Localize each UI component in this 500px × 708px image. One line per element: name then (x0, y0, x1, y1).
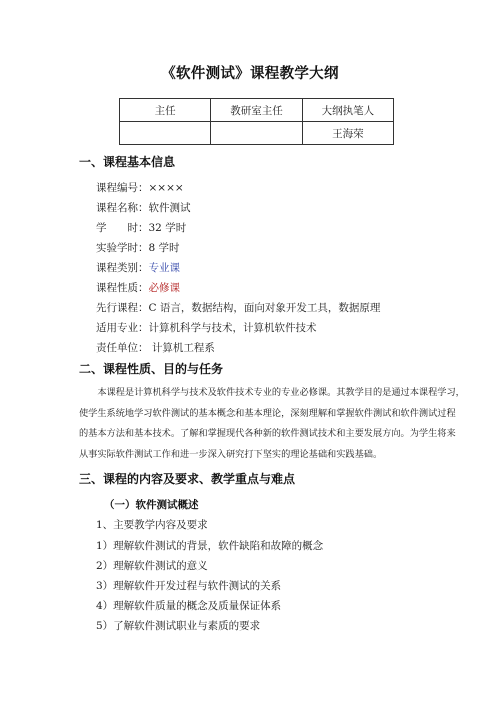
field-label: 课程编号： (96, 182, 149, 194)
field-value: 计算机科学与技术，计算机软件技术 (148, 322, 317, 334)
field-prerequisites (96, 300, 380, 315)
section2-paragraph (79, 383, 465, 465)
category-link[interactable]: 专业课 (148, 262, 180, 274)
paragraph-line: 从事实际软件测试工作和进一步深入研究打下坚实的理论基础和实践基础。 (79, 448, 383, 460)
field-majors (96, 320, 317, 335)
field-category (96, 260, 180, 275)
field-label: 课程名称： (96, 202, 149, 214)
field-label: 先行课程： (96, 302, 149, 314)
field-course-code (96, 180, 184, 195)
field-department (96, 340, 215, 355)
signature-table (119, 98, 394, 145)
section3-subheading: （一）软件测试概述 (104, 499, 199, 511)
list-item: 2）理解软件测试的意义 (96, 560, 208, 572)
field-value: 计算机工程系 (148, 342, 215, 354)
header-office-director: 教研室主任 (211, 99, 302, 122)
signature-value-row (120, 122, 394, 145)
paragraph-line: 本课程是计算机科学与技术及软件技术专业的专业必修课。其教学目的是通过本课程学习， (79, 387, 465, 398)
value-author: 王海荣 (302, 122, 393, 145)
field-label: 责任单位： (96, 342, 149, 354)
signature-header-row (120, 99, 394, 122)
field-label: 适用专业： (96, 322, 149, 334)
field-value: 8 学时 (148, 242, 180, 254)
field-hours (96, 220, 186, 235)
field-course-name (96, 200, 191, 215)
list-item: 4）理解软件质量的概念及质量保证体系 (96, 600, 282, 612)
value-director (120, 122, 211, 145)
field-nature (96, 280, 180, 295)
list-item: 5）了解软件测试职业与素质的要求 (96, 620, 261, 632)
paragraph-line: 的基本方法和基本技术。了解和掌握现代各种新的软件测试技术和主要发展方向。为学生将来 (79, 428, 456, 439)
list-item: 1、主要教学内容及要求 (96, 519, 208, 531)
field-label: 课程类别： (96, 262, 149, 274)
section3-heading: 三、课程的内容及要求、教学重点与难点 (79, 472, 296, 486)
section1-heading: 一、课程基本信息 (79, 155, 176, 169)
field-value: C 语言，数据结构，面向对象开发工具，数据原理 (148, 302, 381, 314)
header-author: 大纲执笔人 (302, 99, 393, 122)
section2-heading: 二、课程性质、目的与任务 (79, 362, 224, 376)
field-label: 学 时： (96, 222, 149, 234)
document-title: 《软件测试》课程教学大纲 (161, 66, 339, 82)
list-item: 1）理解软件测试的背景，软件缺陷和故障的概念 (96, 540, 324, 552)
header-director: 主任 (120, 99, 211, 122)
field-value: 软件测试 (148, 202, 191, 214)
field-value: ×××× (148, 182, 184, 194)
nature-value: 必修课 (148, 282, 180, 294)
field-label: 实验学时： (96, 242, 149, 254)
list-item: 3）理解软件开发过程与软件测试的关系 (96, 580, 282, 592)
field-label: 课程性质： (96, 282, 149, 294)
field-value: 32 学时 (148, 222, 187, 234)
field-lab-hours (96, 240, 180, 255)
paragraph-line: 使学生系统地学习软件测试的基本概念和基本理论，深刻理解和掌握软件测试和软件测试过程 (79, 407, 456, 419)
value-office-director (211, 122, 302, 145)
